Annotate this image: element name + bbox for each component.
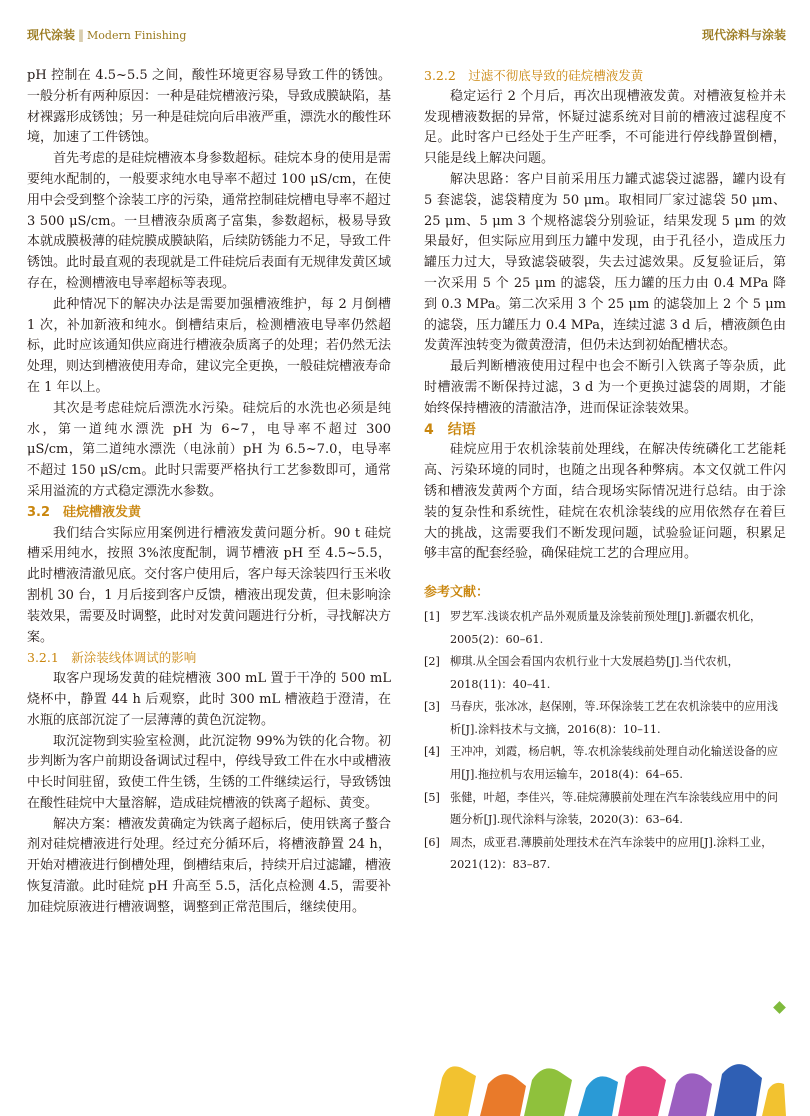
reference-text: 罗艺军.浅谈农机产品外观质量及涂装前预处理[J].新疆农机化，2005(2)：60–61. [450, 609, 762, 646]
section-heading-3-2-2: 3.2.2 过滤不彻底导致的硅烷槽液发黄 [424, 68, 644, 83]
reference-number: [5] [424, 790, 440, 804]
reference-item [424, 651, 786, 696]
paragraph: 取客户现场发黄的硅烷槽液 300 mL 置于干净的 500 mL 烧杯中，静置 44 h 后观察，此时 300 mL 槽液趋于澄清，在水瓶的底部沉淀了一层薄薄的黄色沉淀物。 [27, 671, 391, 728]
reference-item [424, 832, 786, 877]
reference-text: 马春庆，张冰冰，赵保刚，等.环保涂装工艺在农机涂装中的应用浅析[J].涂料技术与文摘，2016(8)：10–11. [450, 700, 778, 736]
reference-number: [3] [424, 700, 440, 714]
reference-item [424, 787, 786, 832]
paragraph: 解决方案：槽液发黄确定为铁离子超标后，使用铁离子螯合剂对硅烷槽液进行处理。经过充分循环后，将槽液静置 24 h，开始对槽液进行倒槽处理，倒槽结束后，持续开启过滤罐，槽液恢复清澈。此时硅烷 pH 升高至 5.5，活化点检测 4.5，需要补加硅烷原液进行槽液调整，调整到正常范围后，继续使用。 [27, 816, 392, 915]
reference-item [424, 606, 786, 651]
reference-number: [2] [424, 655, 440, 669]
reference-text: 周杰，成亚君.薄膜前处理技术在汽车涂装中的应用[J].涂料工业，2021(12)：83–87. [450, 835, 773, 872]
paragraph: 此种情况下的解决办法是需要加强槽液维护，每 2 月倒槽 1 次，补加新液和纯水。倒槽结束后，检测槽液电导率仍然超标，此时应该通知供应商进行槽液杂质离子的处理；若仍然无法处理，则达到槽液使用寿命，建议完全更换，一般硅烷槽液寿命在 1 年以上。 [27, 296, 392, 395]
paragraph: 最后判断槽液使用过程中也会不断引入铁离子等杂质，此时槽液需不断保持过滤，3 d 为一个更换过滤袋的周期，才能始终保持槽液的清澈洁净，进而保证涂装效果。 [424, 359, 786, 416]
paragraph: 首先考虑的是硅烷槽液本身参数超标。硅烷本身的使用是需要纯水配制的，一般要求纯水电导率不超过 100 μS/cm，在使用中会受到整个涂装工序的污染，通常控制硅烷槽电导率不超过 3 500 μS/cm。一旦槽液杂质离子富集，参数超标，极易导致本就成膜极薄的硅烷膜成膜缺陷，后续防锈能力不足，导致工件锈蚀。此时最直观的表现就是工件硅烷后表面有无规律发黄区域存在，检测槽液电导率超标等表现。 [27, 151, 392, 291]
reference-text: 王冲冲，刘霞，杨启帆，等.农机涂装线前处理自动化输送设备的应用[J].拖拉机与农用运输车，2018(4)：64–65. [450, 745, 778, 782]
paragraph: 稳定运行 2 个月后，再次出现槽液发黄。对槽液复检并未发现槽液数据的异常，怀疑过滤系统对目前的槽液过滤程度不足。此时客户已经处于生产旺季，不可能进行停线静置倒槽，只能是线上解决问题。 [424, 88, 786, 167]
reference-item [424, 741, 786, 786]
section-heading-4: 4 结语 [424, 421, 476, 438]
section-heading-3-2-1: 3.2.1 新涂装线体调试的影响 [27, 650, 197, 666]
journal-header-left [27, 26, 186, 43]
paragraph: 我们结合实际应用案例进行槽液发黄问题分析。90 t 硅烷槽采用纯水，按照 3%浓度配制，调节槽液 pH 至 4.5~5.5，此时槽液清澈见底。交付客户使用后，客户每天涂装四行玉米收割机 30 台，1 月后接到客户反馈，槽液出现发黄，但未影响涂装效果，需要及时调整，此时对发黄问题进行分析，寻找解决方案。 [27, 525, 392, 645]
paragraph: pH 控制在 4.5~5.5 之间，酸性环境更容易导致工件的锈蚀。一般分析有两种原因：一种是硅烷槽液污染，导致成膜缺陷，基材裸露形成锈蚀；另一种是硅烷向后串液严重，漂洗水的酸性环境，加速了工件锈蚀。 [27, 68, 392, 146]
paragraph: 硅烷应用于农机涂装前处理线，在解决传统磷化工艺能耗高、污染环境的同时，也随之出现各种弊病。本文仅就工件闪锈和槽液发黄两个方面，结合现场实际情况进行总结。由于涂装的复杂性和系统性，硅烷在农机涂装线的应用依然存在着巨大的挑战，这需要我们不断发现问题，试验验证问题，积累足够丰富的配套经验，确保硅烷工艺的合理应用。 [424, 442, 786, 562]
reference-text: 张健，叶超，李佳兴，等.硅烷薄膜前处理在汽车涂装线应用中的问题分析[J].现代涂料与涂装，2020(3)：63–64. [450, 790, 778, 827]
reference-number: [6] [424, 835, 440, 849]
reference-item [424, 696, 786, 741]
references-title: 参考文献： [424, 585, 490, 601]
paragraph: 解决思路：客户目前采用压力罐式滤袋过滤器，罐内设有 5 套滤袋，滤袋精度为 50 μm。取相同厂家过滤袋 50 μm、25 μm、5 μm 3 个规格滤袋分别验证，结果发现 5 μm 的效果最好，但实际应用到压力罐中发现，由于孔径小，造成压力罐压力过大，导致滤袋破裂，失去过滤效果。反复验证后，第一次采用 5 个 25 μm 的滤袋，压力罐的压力由 0.4 MPa 降到 0.3 MPa。第二次采用 3 个 25 μm 的滤袋加上 2 个 5 μm 的滤袋，压力罐压力 0.4 MPa，连续过滤 3 d 后，槽液颜色由发黄浑浊转变为微黄澄清，但仍未达到初始配槽状态。 [424, 171, 786, 354]
section-heading-3-2: 3.2 硅烷槽液发黄 [27, 504, 142, 520]
reference-text: 柳琪.从全国会看国内农机行业十大发展趋势[J].当代农机，2018(11)：40–41. [450, 655, 739, 691]
reference-number: [4] [424, 745, 440, 759]
journal-header-right: 现代涂料与涂装 [701, 28, 786, 42]
crayon-decoration-icon [428, 1054, 786, 1116]
header-separator: ‖ [78, 28, 85, 42]
journal-name-cn: 现代涂装 [27, 28, 76, 42]
paragraph: 其次是考虑硅烷后漂洗水污染。硅烷后的水洗也必须是纯水，第一道纯水漂洗 pH 为 6~7，电导率不超过 300 μS/cm，第二道纯水漂洗（电泳前）pH 为 6.5~7.0，电导率不超过 150 μS/cm。此时只需要严格执行工艺参数即可，通常采用溢流的方式稳定漂洗水参数。 [27, 400, 391, 499]
right-column [424, 66, 786, 877]
left-column [27, 66, 391, 919]
end-mark-diamond-icon [773, 1001, 786, 1014]
references-list [424, 606, 786, 877]
journal-name-en: Modern Finishing [87, 29, 187, 42]
paragraph: 取沉淀物到实验室检测，此沉淀物 99%为铁的化合物。初步判断为客户前期设备调试过程中，停线导致工件在水中或槽液中长时间驻留，致使工件生锈，生锈的工件继续运行，导致锈蚀在酸性硅烷中大量溶解，造成硅烷槽液的铁离子超标、黄变。 [27, 733, 392, 811]
reference-number: [1] [424, 609, 440, 623]
